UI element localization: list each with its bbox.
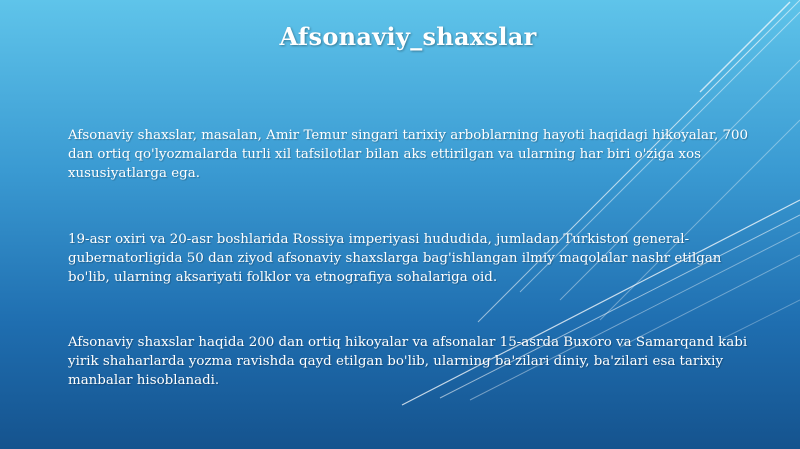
- paragraph-1: Afsonaviy shaxslar, masalan, Amir Temur singari tarixiy arboblarning hayoti haqidagi hikoyalar, 700 dan ortiq qo'lyozmalarda turli xil tafsilotlar bilan aks ettirilgan va ularning har biri o'ziga xos xususiyatlarga ega.: [68, 128, 749, 181]
- slide-title: Afsonaviy_shaxslar: [279, 22, 537, 51]
- paragraph-2: 19-asr oxiri va 20-asr boshlarida Rossiya imperiyasi hududida, jumladan Turkiston general-gubernatorligida 50 dan ziyod afsonaviy shaxslarga bag'ishlangan ilmiy maqolalar nashr etilgan bo'lib, ularning aksariyati folklor va etnografiya sohalariga oid.: [68, 232, 722, 285]
- paragraph-3: Afsonaviy shaxslar haqida 200 dan ortiq hikoyalar va afsonalar 15-asrda Buxoro va Samarqand kabi yirik shaharlarda yozma ravishda qayd etilgan bo'lib, ularning ba'zilari diniy, ba'zilari esa tarixiy manbalar hisoblanadi.: [68, 335, 748, 388]
